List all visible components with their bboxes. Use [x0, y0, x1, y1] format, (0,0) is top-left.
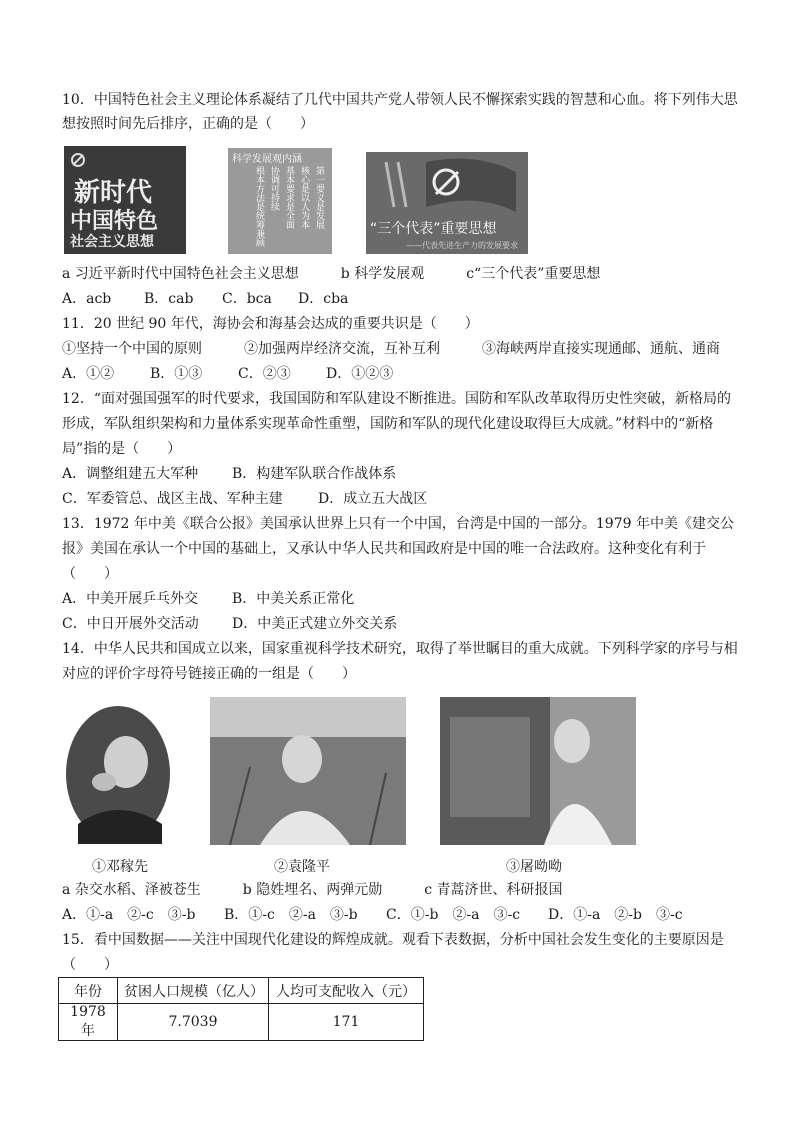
q13-option-a[interactable]: A．中美开展乒乓外交 [62, 591, 199, 607]
caption-tu-youyou: ③屠呦呦 [506, 859, 562, 875]
image-title: 科学发展观内涵 [232, 154, 302, 165]
image-three-represents [366, 152, 528, 254]
table-cell-poverty: 7.7039 [118, 1004, 269, 1041]
q13-stem-line1: 13．1972 年中美《联合公报》美国承认世界上只有一个中国，台湾是中国的一部分。1979 年中美《建交公 [62, 516, 734, 532]
caption-deng-jiaxian: ①邓稼先 [92, 859, 148, 875]
q13-option-c[interactable]: C．中日开展外交活动 [62, 616, 199, 632]
image-title: “三个代表”重要思想 [370, 221, 497, 237]
q14-stem-line1: 14．中华人民共和国成立以来，国家重视科学技术研究，取得了举世瞩目的重大成就。下列科学家的序号与相 [62, 641, 738, 657]
image-text-line3: 社会主义思想 [70, 234, 154, 250]
q10-option-c[interactable]: C．bca [222, 291, 272, 307]
q14-option-c[interactable]: C．①-b ②-a ③-c [386, 907, 521, 923]
q11-stem-line2: ①坚持一个中国的原则 ②加强两岸经济交流，互补互利 ③海峡两岸直接实现通邮、通航、通商 [62, 341, 720, 357]
q10-stem-line1: 10．中国特色社会主义理论体系凝结了几代中国共产党人带领人民不懈探索实践的智慧和心血。将下列伟大思 [62, 92, 738, 108]
q10-options [62, 289, 348, 309]
q11-option-a[interactable]: A．①② [62, 366, 115, 382]
q11-option-d[interactable]: D．①②③ [326, 366, 394, 382]
q12-stem-line1: 12．“面对强国强军的时代要求，我国国防和军队建设不断推进。国防和军队改革取得历史性突破，新格局的 [62, 391, 731, 407]
q11-options [62, 364, 393, 384]
q10-option-d[interactable]: D．cba [298, 291, 349, 307]
photo-deng-jiaxian [64, 704, 172, 844]
photo-tu-youyou [440, 697, 636, 845]
q14-stem-line2: 对应的评价字母符号链接正确的一组是（ ） [62, 666, 356, 682]
q10-stem-line2: 想按照时间先后排序，正确的是（ ） [62, 116, 314, 132]
table-row [59, 1004, 424, 1041]
image-col-1: 第一要义是发展 [314, 166, 324, 229]
q14-option-b[interactable]: B．①-c ②-a ③-b [224, 907, 358, 923]
q13-stem-line2: 报》美国在承认一个中国的基础上，又承认中华人民共和国政府是中国的唯一合法政府。这种变化有利于 [62, 541, 706, 557]
caption-yuan-longping: ②袁隆平 [274, 859, 330, 875]
q14-option-d[interactable]: D．①-a ②-b ③-c [548, 907, 683, 923]
q14-options [62, 905, 683, 925]
q10-labels: a 习近平新时代中国特色社会主义思想 b 科学发展观 c“三个代表”重要思想 [62, 266, 601, 282]
q13-options-row1 [62, 589, 354, 609]
image-col-4: 协调可持续 [269, 166, 279, 211]
table-header-row [59, 978, 424, 1004]
q15-stem-line1: 15．看中国数据——关注中国现代化建设的辉煌成就。观看下表数据，分析中国社会发生变化的主要原因是 [62, 932, 724, 948]
q15-stem-line2: （ ） [62, 957, 118, 973]
q11-option-b[interactable]: B．①③ [150, 366, 203, 382]
image-subtitle: ——代表先进生产力的发展要求 [406, 241, 518, 250]
q12-option-b[interactable]: B．构建军队联合作战体系 [232, 466, 397, 482]
image-col-3: 基本要求是全面 [284, 166, 294, 229]
image-col-5: 根本方法是统筹兼顾 [254, 166, 264, 247]
q13-options-row2 [62, 614, 397, 634]
image-col-2: 核心是以人为本 [299, 166, 309, 229]
q13-option-b[interactable]: B．中美关系正常化 [232, 591, 355, 607]
q12-option-c[interactable]: C．军委管总、战区主战、军种主建 [62, 491, 283, 507]
q10-option-b[interactable]: B．cab [144, 291, 194, 307]
table-cell-year: 1978 年 [59, 1004, 118, 1041]
photo-yuan-longping [210, 697, 406, 845]
table-header-income: 人均可支配收入（元） [269, 978, 424, 1004]
q12-option-d[interactable]: D．成立五大战区 [318, 491, 428, 507]
q11-option-c[interactable]: C．②③ [238, 366, 291, 382]
q15-data-table [58, 977, 424, 1041]
q12-stem-line2: 形成，军队组织架构和力量体系实现革命性重塑，国防和军队的现代化建设取得巨大成就。”材料中的“新格 [62, 416, 714, 432]
q14-labels: a 杂交水稻、泽被苍生 b 隐姓埋名、两弹元勋 c 青蒿济世、科研报国 [62, 882, 563, 898]
q12-options-row1 [62, 464, 396, 484]
q12-option-a[interactable]: A．调整组建五大军种 [62, 466, 199, 482]
image-text-line1: 新时代 [74, 178, 153, 208]
q14-option-a[interactable]: A．①-a ②-c ③-b [62, 907, 196, 923]
hammer-sickle-icon [366, 152, 528, 254]
image-scientific-outlook [228, 148, 332, 254]
table-cell-income: 171 [269, 1004, 424, 1041]
q12-stem-line3: 局”指的是（ ） [62, 441, 182, 457]
image-text-line2: 中国特色 [70, 209, 159, 234]
image-new-era-thought [64, 146, 186, 254]
table-header-year: 年份 [59, 978, 118, 1004]
q11-stem-line1: 11．20 世纪 90 年代，海协会和海基会达成的重要共识是（ ） [62, 316, 479, 332]
q13-option-d[interactable]: D．中美正式建立外交关系 [232, 616, 398, 632]
q13-stem-line3: （ ） [62, 566, 118, 582]
table-header-poverty: 贫困人口规模（亿人） [118, 978, 269, 1004]
q12-options-row2 [62, 489, 427, 509]
q10-option-a[interactable]: A．acb [62, 291, 112, 307]
